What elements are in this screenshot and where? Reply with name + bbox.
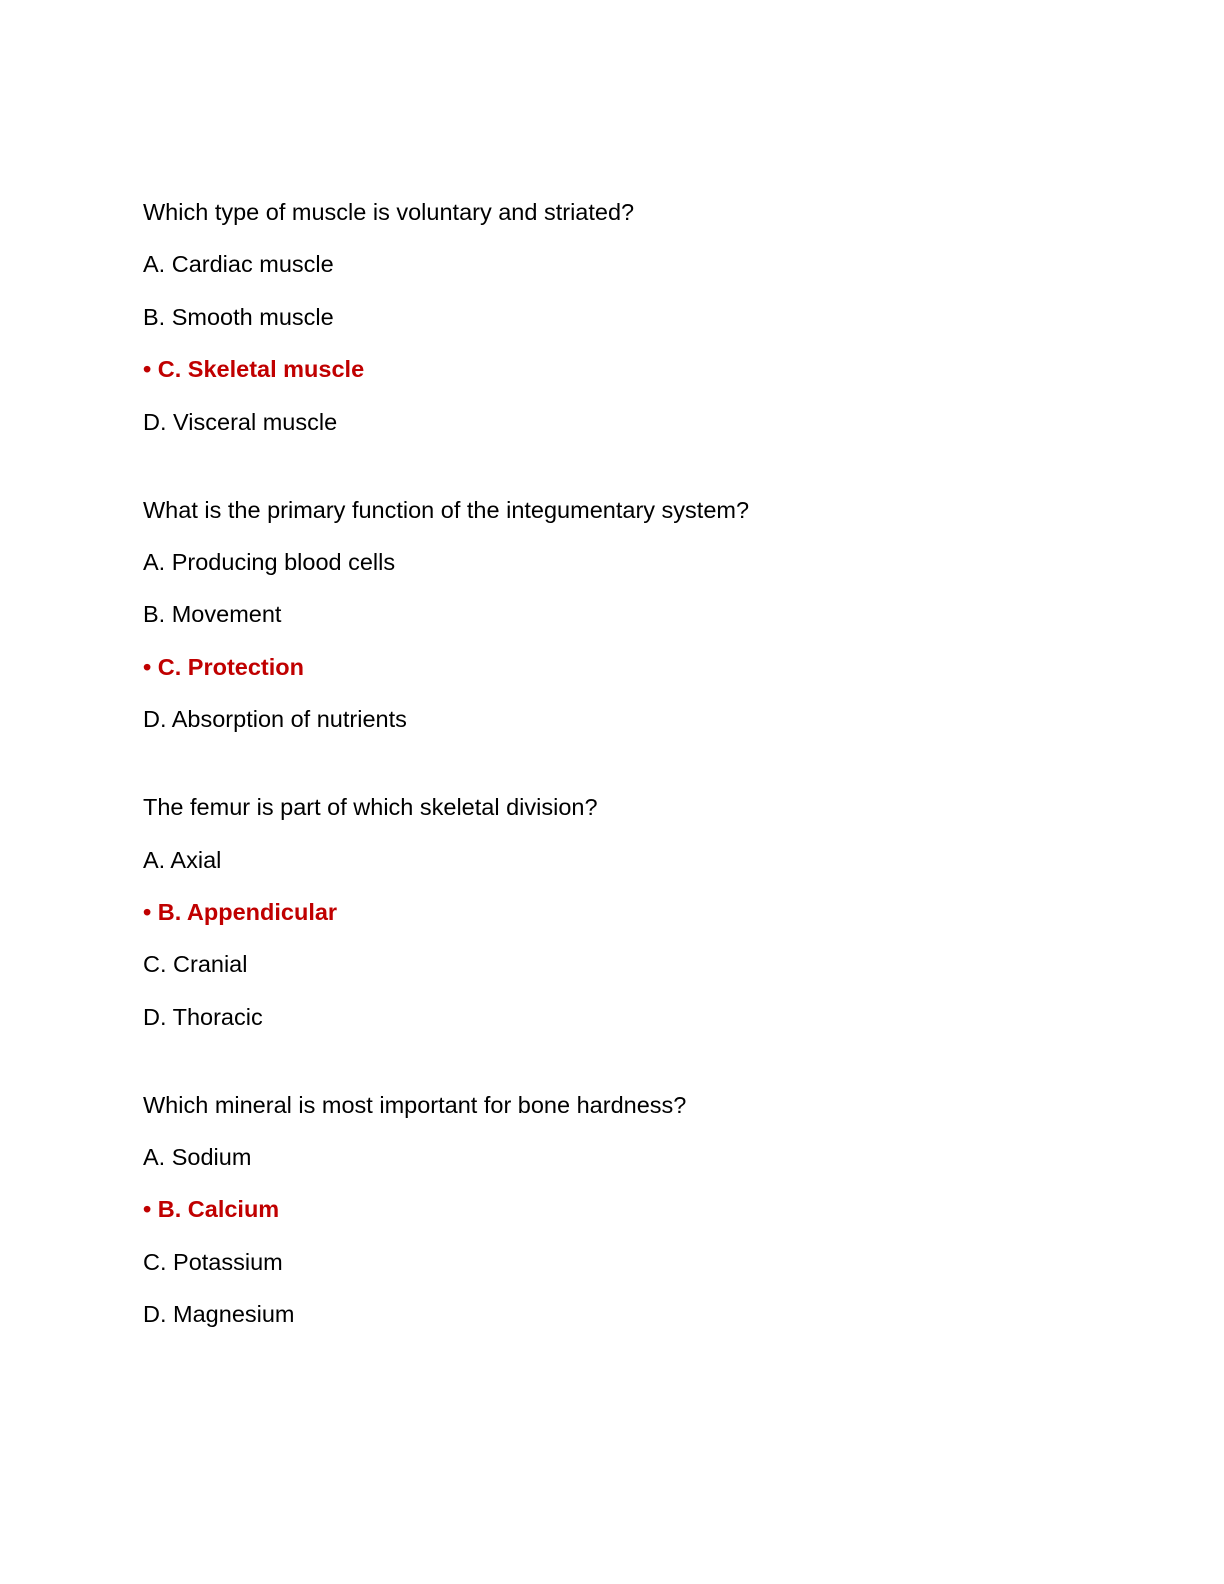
- option-b-correct-answer: • B. Appendicular: [143, 898, 338, 925]
- option-c: C. Cranial: [143, 951, 248, 978]
- option-c-correct-answer: • C. Protection: [143, 653, 304, 680]
- quiz-page: [143, 194, 1103, 1349]
- question-2: [143, 492, 1103, 738]
- question-text: What is the primary function of the integumentary system?: [143, 496, 750, 523]
- option-a: A. Sodium: [143, 1144, 252, 1171]
- question-text: Which mineral is most important for bone hardness?: [143, 1091, 687, 1118]
- option-d: D. Absorption of nutrients: [143, 706, 407, 733]
- option-d: D. Magnesium: [143, 1301, 295, 1328]
- option-d: D. Visceral muscle: [143, 408, 338, 435]
- option-c-correct-answer: • C. Skeletal muscle: [143, 356, 365, 383]
- option-d: D. Thoracic: [143, 1003, 263, 1030]
- option-c: C. Potassium: [143, 1248, 283, 1275]
- option-a: A. Cardiac muscle: [143, 251, 334, 278]
- option-a: A. Producing blood cells: [143, 548, 396, 575]
- option-b: B. Smooth muscle: [143, 303, 334, 330]
- question-3: [143, 789, 1103, 1035]
- question-text: Which type of muscle is voluntary and striated?: [143, 199, 635, 225]
- option-b-correct-answer: • B. Calcium: [143, 1196, 280, 1223]
- option-b: B. Movement: [143, 601, 282, 628]
- question-4: [143, 1087, 1103, 1333]
- option-a: A. Axial: [143, 846, 222, 873]
- question-1: [143, 194, 1103, 440]
- question-text: The femur is part of which skeletal division?: [143, 794, 598, 821]
